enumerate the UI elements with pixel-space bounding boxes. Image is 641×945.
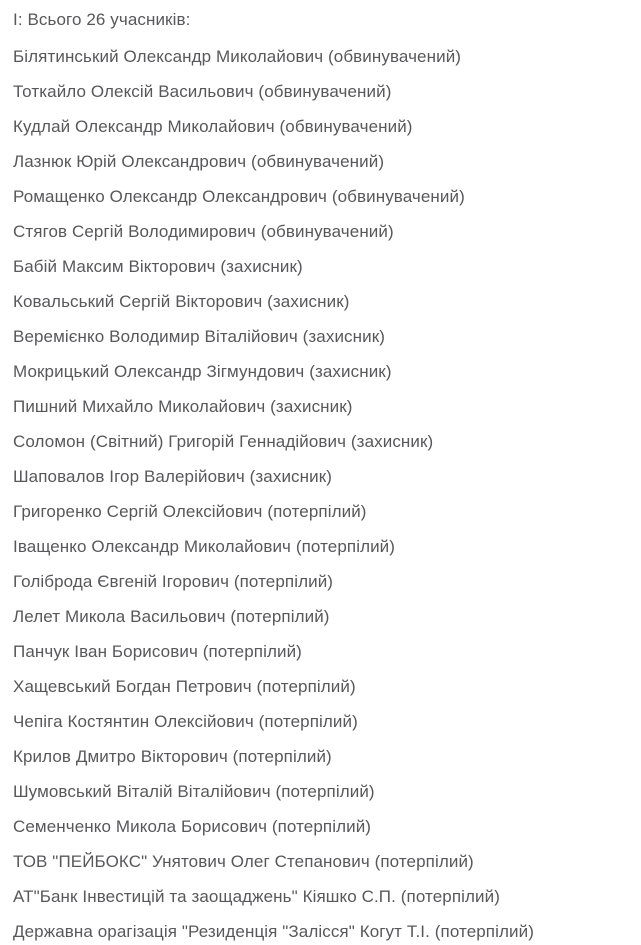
participant-row: Ромащенко Олександр Олександрович (обвинувачений) — [13, 187, 465, 206]
participant-row: Шаповалов Ігор Валерійович (захисник) — [13, 467, 333, 486]
participant-row: Ковальський Сергій Вікторович (захисник) — [13, 292, 350, 311]
participant-row: Тоткайло Олексій Васильович (обвинувачений) — [13, 82, 392, 101]
participant-row: Шумовський Віталій Віталійович (потерпілий) — [13, 782, 375, 801]
participant-row: Веремієнко Володимир Віталійович (захисник) — [13, 327, 386, 346]
participant-row: Білятинський Олександр Миколайович (обвинувачений) — [13, 47, 462, 66]
participant-row: Семенченко Микола Борисович (потерпілий) — [13, 817, 372, 836]
participant-row: Лазнюк Юрій Олександрович (обвинувачений) — [13, 152, 385, 171]
participants-count-header: І: Всього 26 учасників: — [13, 10, 191, 29]
participant-row: Хащевський Богдан Петрович (потерпілий) — [13, 677, 356, 696]
participant-row: Стягов Сергій Володимирович (обвинувачений) — [13, 222, 394, 241]
participant-row: Панчук Іван Борисович (потерпілий) — [13, 642, 302, 661]
participant-row: Соломон (Світний) Григорій Геннадійович (захисник) — [13, 432, 434, 451]
participant-row: Мокрицький Олександр Зігмундович (захисник) — [13, 362, 392, 381]
participant-row: Пишний Михайло Миколайович (захисник) — [13, 397, 353, 416]
participants-list — [13, 37, 641, 945]
participant-row: Григоренко Сергій Олексійович (потерпілий) — [13, 502, 367, 521]
participant-row: Іващенко Олександр Миколайович (потерпілий) — [13, 537, 396, 556]
participant-row: Чепіга Костянтин Олексійович (потерпілий) — [13, 712, 358, 731]
participant-row: ТОВ "ПЕЙБОКС" Унятович Олег Степанович (потерпілий) — [13, 852, 474, 871]
participant-row: Бабій Максим Вікторович (захисник) — [13, 257, 303, 276]
participant-row: Державна орагізація "Резиденція "Залісся" Когут Т.І. (потерпілий) — [13, 922, 534, 941]
participant-row: АТ"Банк Інвестицій та заощаджень" Кіяшко С.П. (потерпілий) — [13, 887, 500, 906]
participant-row: Лелет Микола Васильович (потерпілий) — [13, 607, 330, 626]
participant-row: Кудлай Олександр Миколайович (обвинувачений) — [13, 117, 413, 136]
participant-row: Крилов Дмитро Вікторович (потерпілий) — [13, 747, 332, 766]
participant-row: Голіброда Євгеній Ігорович (потерпілий) — [13, 572, 334, 591]
